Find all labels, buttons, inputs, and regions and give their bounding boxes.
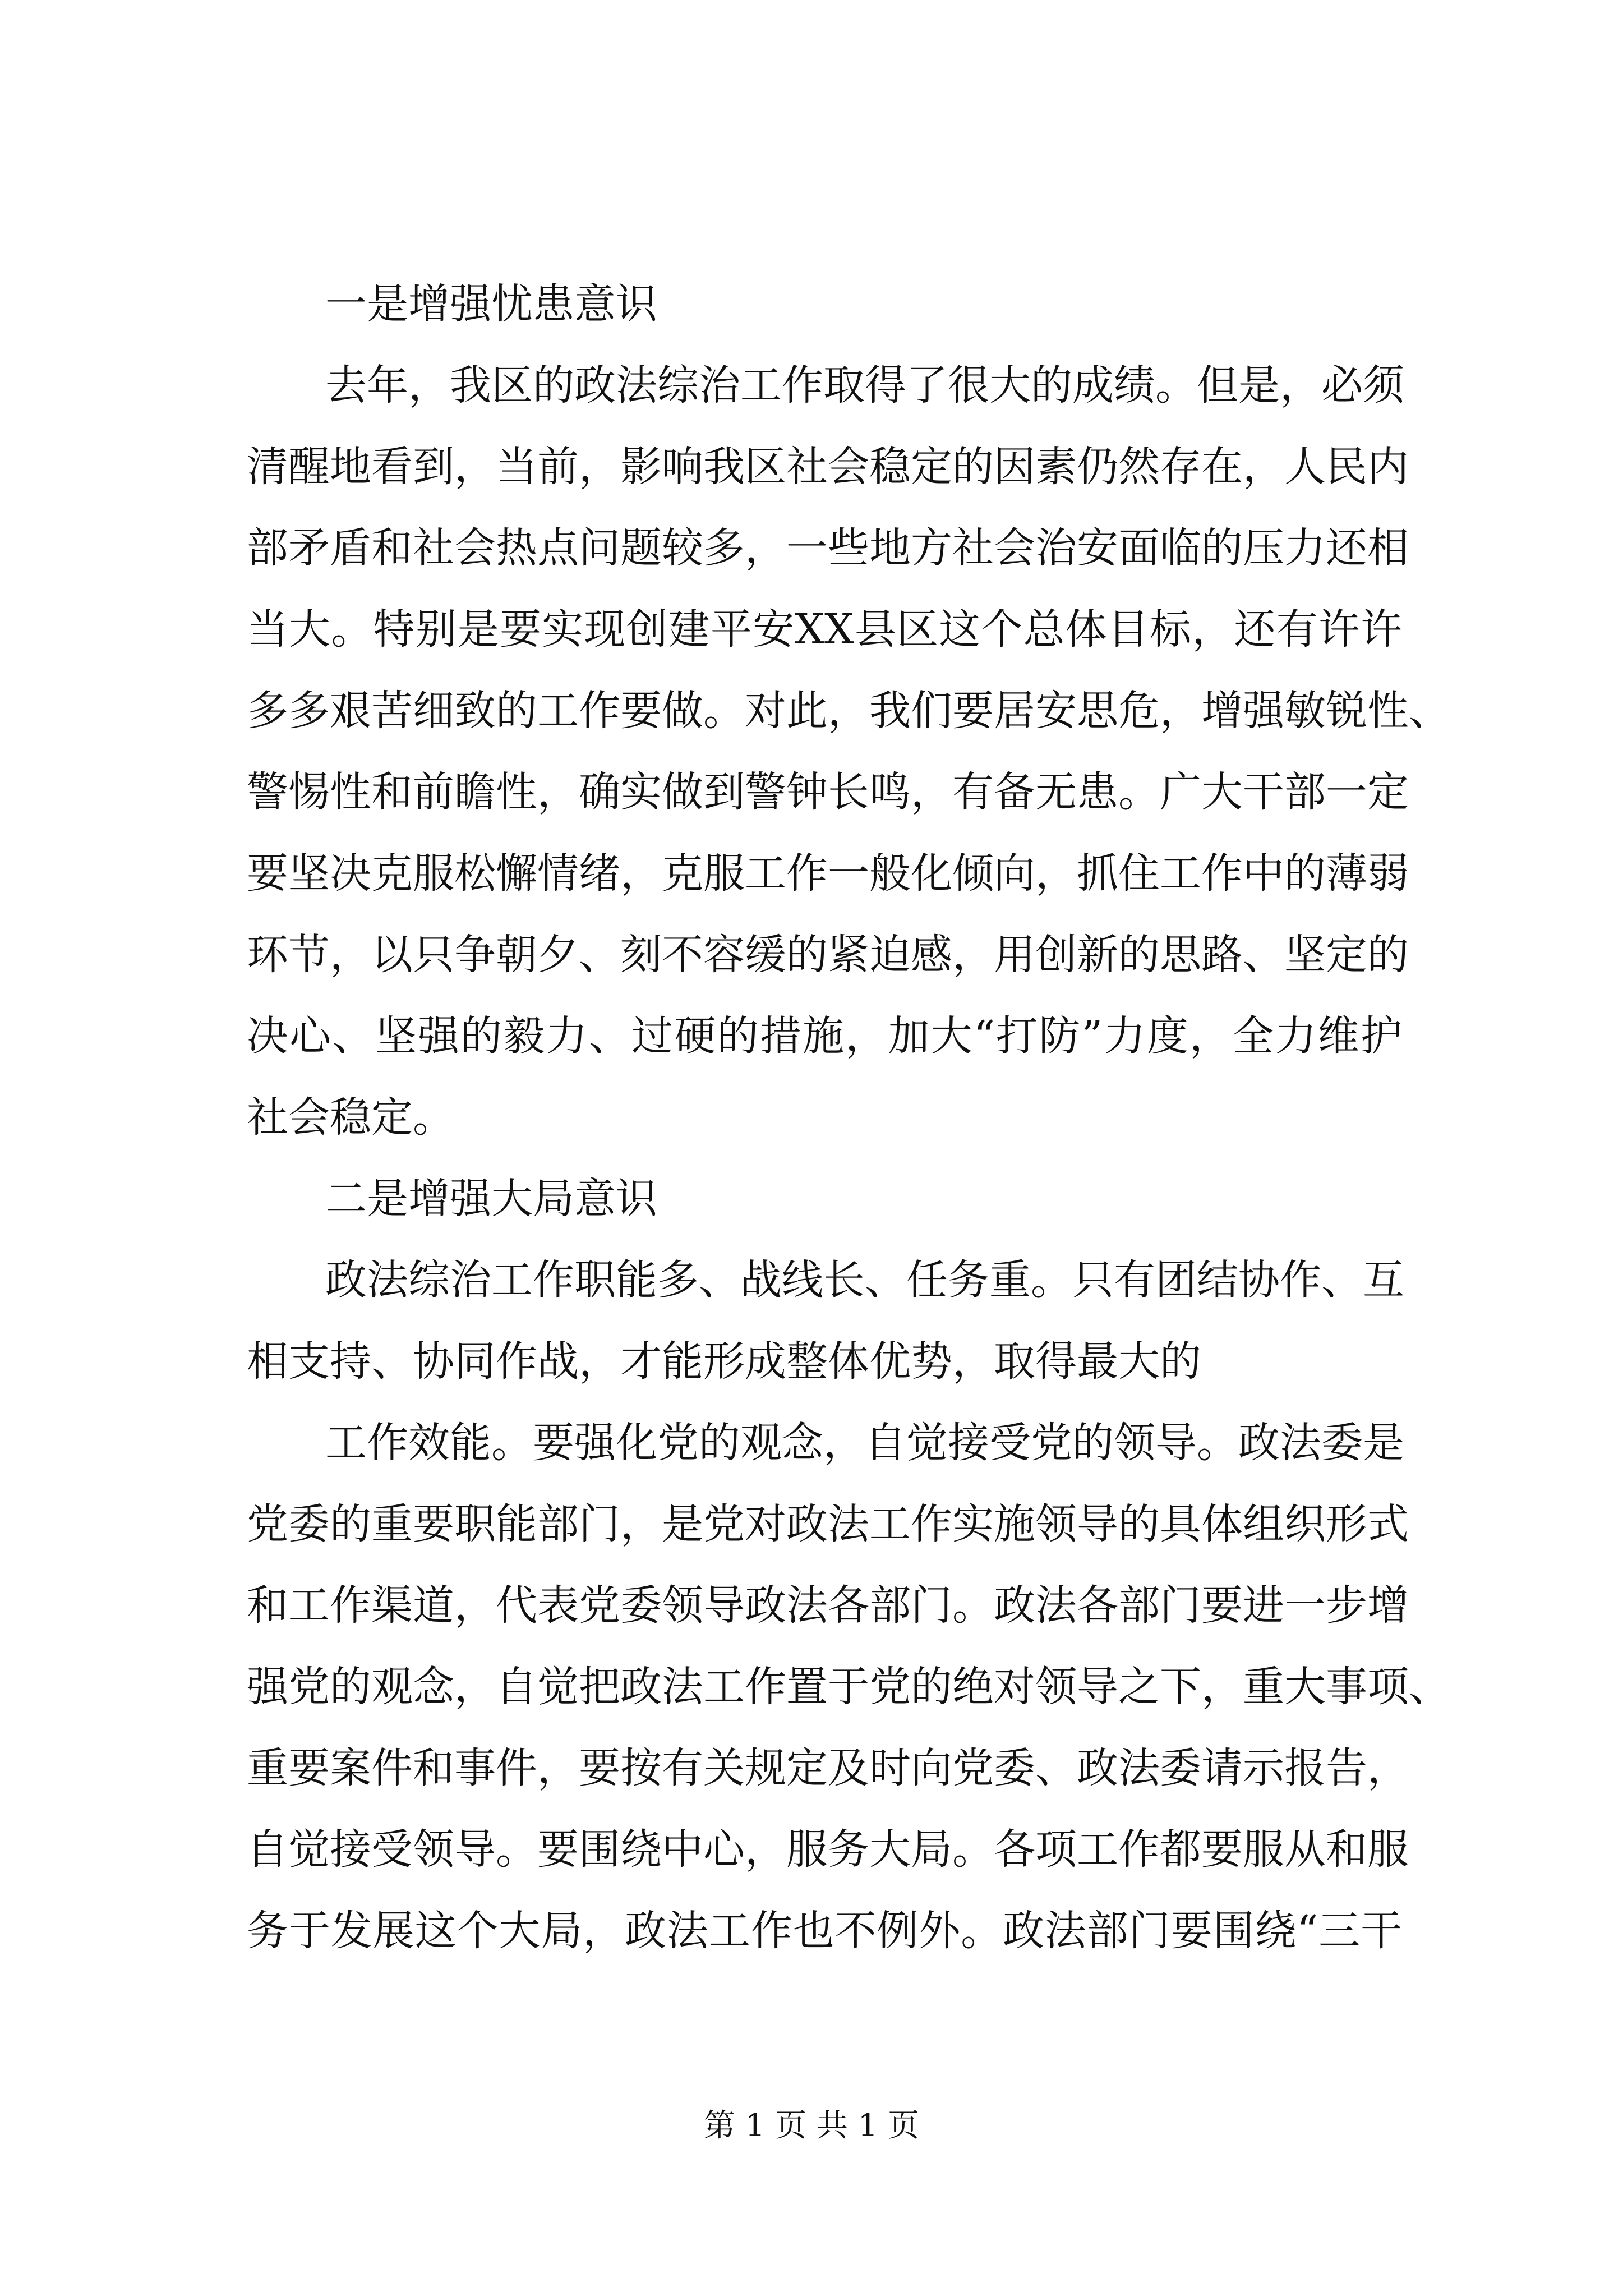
paragraph-2: [247, 1240, 1402, 1402]
document-body: [247, 264, 1450, 1972]
text-line: 务于发展这个大局，政法工作也不例外。政法部门要围绕“三干: [247, 1907, 1402, 1955]
text-line: 部矛盾和社会热点问题较多，一些地方社会治安面临的压力还相: [247, 524, 1409, 572]
section-heading-1: 一是增强忧患意识: [325, 280, 657, 328]
paragraph-1: [247, 345, 1450, 1158]
page-footer: 第 1 页 共 1 页: [703, 2108, 920, 2144]
text-line: 工作效能。要强化党的观念，自觉接受党的领导。政法委是: [325, 1419, 1404, 1467]
text-line: 去年，我区的政法综治工作取得了很大的成绩。但是，必须: [325, 361, 1404, 409]
text-line: 环节，以只争朝夕、刻不容缓的紧迫感，用创新的思路、坚定的: [247, 931, 1409, 979]
text-line: 要坚决克服松懈情绪，克服工作一般化倾向，抓住工作中的薄弱: [247, 849, 1409, 898]
text-line: 自觉接受领导。要围绕中心，服务大局。各项工作都要服从和服: [247, 1825, 1409, 1874]
text-line: 党委的重要职能部门，是党对政法工作实施领导的具体组织形式: [247, 1500, 1409, 1548]
section-heading-2: 二是增强大局意识: [325, 1175, 657, 1223]
text-line: 社会稳定。: [247, 1093, 454, 1142]
text-line: 多多艰苦细致的工作要做。对此，我们要居安思危，增强敏锐性、: [247, 687, 1450, 735]
text-line: 政法综治工作职能多、战线长、任务重。只有团结协作、互: [325, 1256, 1404, 1304]
text-line: 强党的观念，自觉把政法工作置于党的绝对领导之下，重大事项、: [247, 1663, 1450, 1711]
text-line: 和工作渠道，代表党委领导政法各部门。政法各部门要进一步增: [247, 1581, 1409, 1630]
text-line: 当大。特别是要实现创建平安XX县区这个总体目标，还有许许: [247, 605, 1402, 654]
paragraph-3: [247, 1402, 1450, 1972]
text-line: 清醒地看到，当前，影响我区社会稳定的因素仍然存在，人民内: [247, 443, 1409, 491]
text-line: 相支持、协同作战，才能形成整体优势，取得最大的: [247, 1337, 1201, 1386]
text-line: 警惕性和前瞻性，确实做到警钟长鸣，有备无患。广大干部一定: [247, 768, 1409, 816]
text-line: 决心、坚强的毅力、过硬的措施，加大“打防”力度，全力维护: [247, 1012, 1402, 1060]
text-line: 重要案件和事件，要按有关规定及时向党委、政法委请示报告，: [247, 1744, 1409, 1792]
